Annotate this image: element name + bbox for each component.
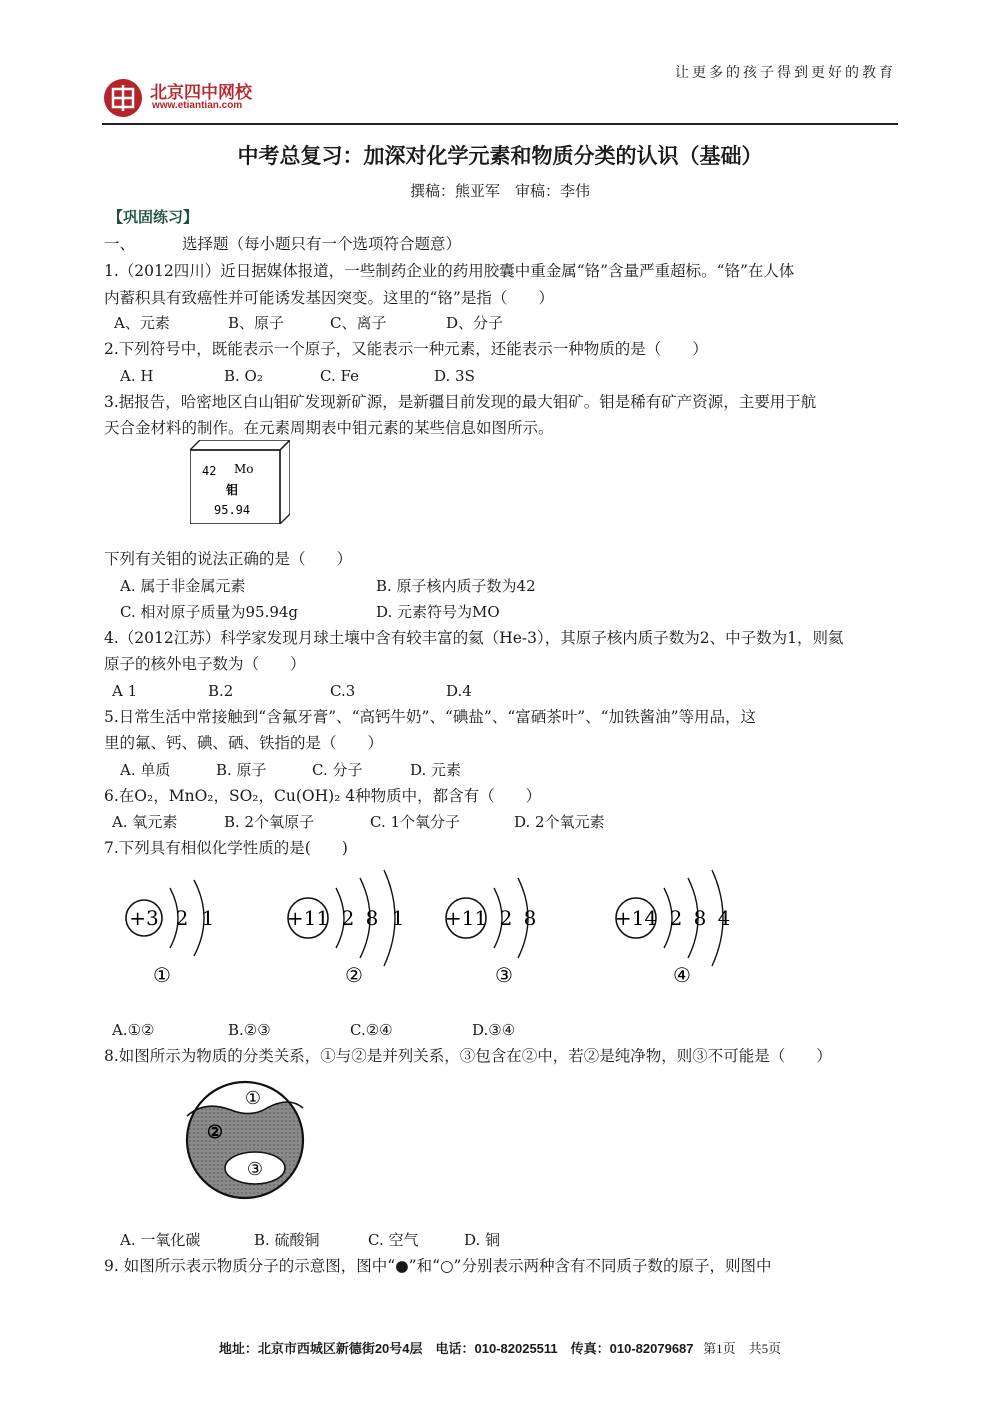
logo-text: 北京四中网校: [150, 83, 252, 103]
q3-line1: 3.据报告，哈密地区白山钼矿发现新矿源，是新疆目前发现的最大钼矿。钼是稀有矿产资源，主要用于航: [104, 393, 817, 411]
q7-option-d: D.③④: [472, 1021, 516, 1039]
atom-4-shell-3: 4: [717, 906, 731, 930]
part-title: 选择题（每小题只有一个选项符合题意）: [181, 235, 461, 253]
q5-line2: 里的氟、钙、碘、硒、铁指的是（ ）: [104, 734, 384, 752]
q1-option-b: B、原子: [228, 314, 285, 332]
q4-line1: 4.（2012江苏）科学家发现月球土壤中含有较丰富的氦（He-3），其原子核内质子数为2、中子数为1，则氦: [104, 629, 844, 647]
atom-4-nucleus: +14: [614, 906, 658, 930]
footer-page: 第1页 共5页: [703, 1341, 782, 1356]
q8-option-c: C. 空气: [368, 1231, 419, 1249]
part-heading: [104, 234, 461, 254]
q4-option-a: A 1: [112, 682, 138, 700]
atom-2: [287, 870, 404, 987]
q2-option-a: A. H: [120, 367, 154, 385]
q4-option-c: C.3: [330, 682, 356, 700]
q6-line1: 6.在O₂，MnO₂，SO₂，Cu(OH)₂ 4种物质中，都含有（ ）: [104, 787, 542, 805]
q8-line1: 8.如图所示为物质的分类关系，①与②是并列关系，③包含在②中，若②是纯净物，则③不可能是（ ）: [104, 1047, 832, 1065]
atom-4-label: ④: [673, 963, 691, 987]
q6-option-d: D. 2个氧元素: [514, 813, 605, 831]
atom-4-shell-2: 8: [693, 906, 707, 930]
authors: 撰稿：熊亚军 审稿：李伟: [409, 182, 590, 200]
q8-option-a: A. 一氧化碳: [120, 1231, 201, 1249]
q7-option-b: B.②③: [228, 1021, 271, 1039]
venn-label-1: ①: [244, 1088, 262, 1109]
q4-option-d: D.4: [446, 682, 472, 700]
atom-2-label: ②: [345, 963, 363, 987]
classification-venn-diagram: [185, 1080, 305, 1200]
atom-1-shell-2: 1: [201, 906, 215, 930]
q5-option-a: A. 单质: [120, 761, 171, 779]
venn-label-2: ②: [206, 1122, 224, 1143]
q5-line1: 5.日常生活中常接触到“含氟牙膏”、“高钙牛奶”、“碘盐”、“富硒茶叶”、“加铁酱油”等用品，这: [104, 708, 757, 726]
atom-1-shell-1: 2: [175, 906, 189, 930]
q2-line1: 2.下列符号中，既能表示一个原子，又能表示一种元素，还能表示一种物质的是（ ）: [104, 340, 708, 358]
q3-line2: 天合金材料的制作。在元素周期表中钼元素的某些信息如图所示。: [104, 419, 554, 437]
tile-mass: 95.94: [214, 503, 251, 517]
q2-option-b: B. O₂: [224, 367, 263, 385]
q3-stem: 下列有关钼的说法正确的是（ ）: [104, 550, 353, 568]
q7-option-c: C.②④: [350, 1021, 393, 1039]
q6-option-b: B. 2个氧原子: [224, 813, 315, 831]
tile-name: 钼: [226, 483, 239, 497]
footer: [0, 1338, 1000, 1357]
atom-1: [126, 880, 214, 987]
atom-4: [615, 870, 730, 987]
q6-option-c: C. 1个氧分子: [370, 813, 461, 831]
header-divider: [102, 123, 898, 125]
tile-symbol: Mo: [234, 462, 254, 476]
q7-option-a: A.①②: [112, 1021, 155, 1039]
q1-option-a: A、元素: [114, 314, 170, 332]
q2-option-d: D. 3S: [434, 367, 475, 385]
q1-option-d: D、分子: [446, 314, 504, 332]
q1-line2: 内蓄积具有致癌性并可能诱发基因突变。这里的“铬”是指（ ）: [104, 289, 554, 307]
atom-2-shell-1: 2: [341, 906, 355, 930]
venn-label-3: ③: [246, 1159, 264, 1180]
footer-address: 地址：北京市西城区新德街20号4层 电话：010-82025511 传真：010-82079687: [218, 1341, 694, 1356]
atom-2-nucleus: +11: [286, 906, 330, 930]
q9-line1: 9. 如图所示表示物质分子的示意图，图中“●”和“○”分别表示两种含有不同质子数的原子，则图中: [104, 1257, 772, 1275]
atom-1-label: ①: [153, 963, 171, 987]
q3-option-b: B. 原子核内质子数为42: [376, 577, 536, 595]
atom-3-shell-2: 8: [523, 906, 537, 930]
tile-number: 42: [202, 464, 217, 478]
logo-url: www.etiantian.com: [152, 100, 243, 111]
q3-option-d: D. 元素符号为MO: [376, 603, 500, 621]
page-title: 中考总复习：加深对化学元素和物质分类的认识（基础）: [237, 143, 763, 168]
q6-option-a: A. 氧元素: [112, 813, 178, 831]
q8-option-d: D. 铜: [464, 1231, 501, 1249]
q5-option-d: D. 元素: [410, 761, 462, 779]
q4-option-b: B.2: [208, 682, 234, 700]
atom-3-shell-1: 2: [499, 906, 513, 930]
q7-line1: 7.下列具有相似化学性质的是( ): [104, 839, 348, 857]
q1-option-c: C、离子: [330, 314, 387, 332]
q4-line2: 原子的核外电子数为（ ）: [104, 655, 306, 673]
atom-4-shell-1: 2: [669, 906, 683, 930]
part-number: 一、: [104, 235, 136, 253]
atom-2-shell-2: 8: [365, 906, 379, 930]
q3-option-c: C. 相对原子质量为95.94g: [120, 603, 299, 621]
atom-3-label: ③: [495, 963, 513, 987]
header-slogan: 让更多的孩子得到更好的教育: [675, 65, 896, 81]
molybdenum-element-tile: [190, 440, 290, 524]
atom-1-nucleus: +3: [129, 906, 159, 930]
q2-option-c: C. Fe: [320, 367, 359, 385]
atom-2-shell-3: 1: [391, 906, 405, 930]
q5-option-c: C. 分子: [312, 761, 363, 779]
q1-line1: 1.（2012四川）近日据媒体报道，一些制药企业的药用胶囊中重金属“铬”含量严重超标。“铬”在人体: [104, 262, 795, 280]
atom-3: [445, 878, 536, 987]
atom-3-nucleus: +11: [444, 906, 488, 930]
atom-structure-diagrams: [110, 862, 750, 992]
section-heading: 【巩固练习】: [108, 208, 199, 226]
q5-option-b: B. 原子: [216, 761, 267, 779]
q3-option-a: A. 属于非金属元素: [120, 577, 246, 595]
q8-option-b: B. 硫酸铜: [254, 1231, 320, 1249]
